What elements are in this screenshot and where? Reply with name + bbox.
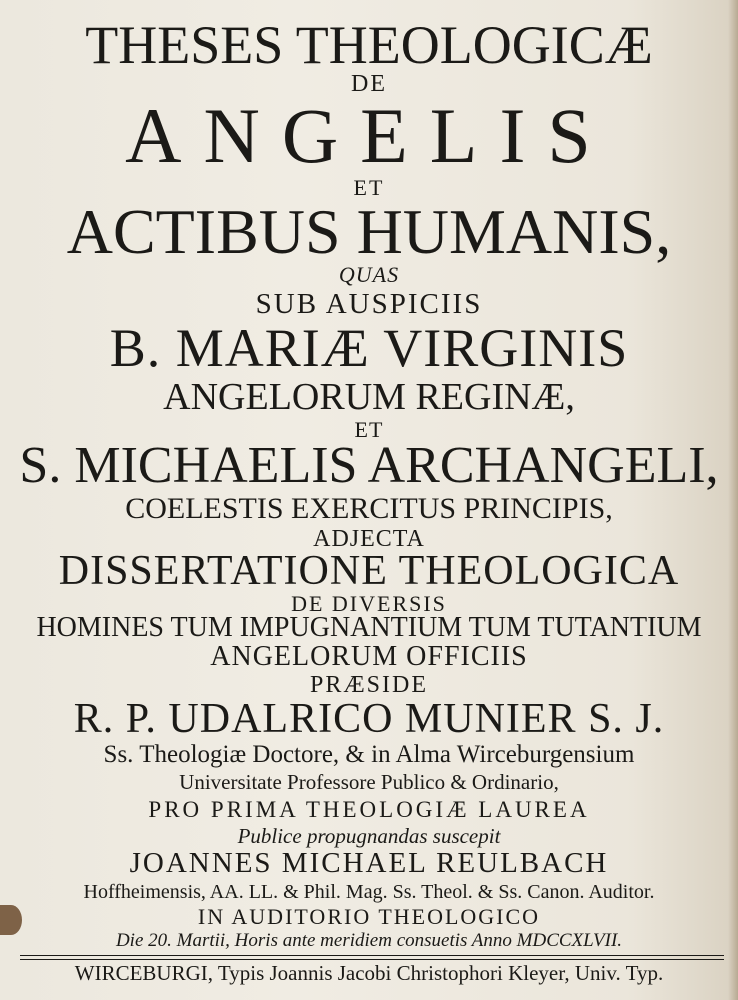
line-mariae-virginis: B. MARIÆ VIRGINIS bbox=[109, 318, 629, 378]
line-quas: QUAS bbox=[338, 262, 400, 287]
line-dissertatione: DISSERTATIONE THEOLOGICA bbox=[58, 548, 680, 594]
paper-stain bbox=[0, 905, 22, 935]
line-de-diversis: DE DIVERSIS bbox=[291, 591, 447, 616]
page-edge-shadow bbox=[728, 0, 738, 1000]
title-line-actibus: ACTIBUS HUMANIS, bbox=[66, 196, 672, 267]
line-adjecta: ADJECTA bbox=[313, 526, 425, 552]
line-date: Die 20. Martii, Horis ante meridiem consuetis Anno MDCCXLVII. bbox=[115, 930, 623, 951]
line-imprint: WIRCEBURGI, Typis Joannis Jacobi Christophori Kleyer, Univ. Typ. bbox=[74, 961, 664, 985]
line-theologiae-doctore: Ss. Theologiæ Doctore, & in Alma Wirceburgensium bbox=[103, 741, 635, 768]
line-et-2: ET bbox=[354, 417, 384, 442]
divider-rule-2 bbox=[20, 959, 724, 960]
title-line-1: THESES THEOLOGICÆ bbox=[85, 15, 653, 75]
line-in-auditorio: IN AUDITORIO THEOLOGICO bbox=[197, 904, 541, 929]
line-michaelis: S. MICHAELIS ARCHANGELI, bbox=[19, 437, 719, 494]
title-line-de: DE bbox=[351, 71, 387, 97]
line-angelorum-officiis: ANGELORUM OFFICIIS bbox=[210, 641, 528, 672]
line-hoffheimensis: Hoffheimensis, AA. LL. & Phil. Mag. Ss. Theol. & Ss. Canon. Auditor. bbox=[83, 881, 655, 903]
line-homines: HOMINES TUM IMPUGNANTIUM TUM TUTANTIUM bbox=[36, 612, 702, 643]
line-angelorum-reginae: ANGELORUM REGINÆ, bbox=[163, 376, 575, 418]
line-publice: Publice propugnandas suscepit bbox=[237, 824, 501, 848]
title-line-angelis: ANGELIS bbox=[125, 92, 613, 179]
line-defendant-name: JOANNES MICHAEL REULBACH bbox=[129, 847, 609, 879]
line-sub-auspiciis: SUB AUSPICIIS bbox=[255, 288, 483, 320]
line-universitate: Universitate Professore Publico & Ordinario, bbox=[179, 770, 559, 794]
divider-rule-1 bbox=[20, 955, 724, 956]
title-line-et: ET bbox=[353, 175, 385, 200]
line-pro-prima: PRO PRIMA THEOLOGIÆ LAUREA bbox=[148, 797, 590, 822]
line-coelestis: COELESTIS EXERCITUS PRINCIPIS, bbox=[125, 492, 613, 525]
line-praeses-name: R. P. UDALRICO MUNIER S. J. bbox=[73, 696, 665, 742]
line-praeside: PRÆSIDE bbox=[309, 672, 429, 698]
